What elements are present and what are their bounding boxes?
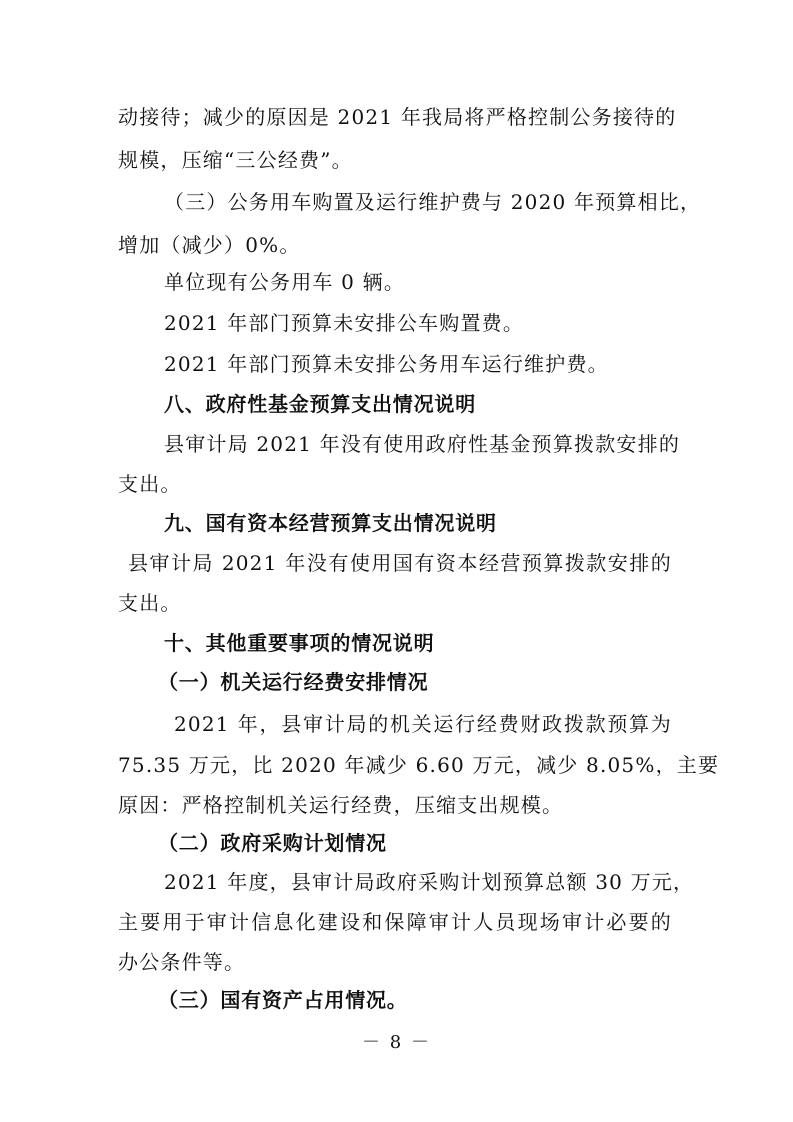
- body-line: 规模，压缩“三公经费”。: [118, 148, 353, 172]
- body-line: 单位现有公务用车 0 辆。: [164, 270, 406, 294]
- body-line: 2021 年部门预算未安排公务用车运行维护费。: [164, 352, 609, 376]
- section-heading: 十、其他重要事项的情况说明: [164, 631, 435, 655]
- body-line: 增加（减少）0%。: [118, 233, 301, 257]
- section-heading: 九、国有资本经营预算支出情况说明: [164, 511, 497, 535]
- body-line: 支出。: [118, 591, 182, 615]
- body-line: 办公条件等。: [118, 950, 246, 974]
- body-line: （三）公务用车购置及运行维护费与 2020 年预算相比，: [164, 190, 702, 214]
- subsection-heading: （一）机关运行经费安排情况: [158, 670, 429, 694]
- page-number: － 8 －: [362, 1032, 431, 1053]
- section-heading: 八、政府性基金预算支出情况说明: [164, 392, 476, 416]
- body-line: 县审计局 2021 年没有使用政府性基金预算拨款安排的: [164, 432, 681, 456]
- body-line: 2021 年部门预算未安排公车购置费。: [164, 311, 525, 335]
- body-line: 县审计局 2021 年没有使用国有资本经营预算拨款安排的: [128, 551, 672, 575]
- body-line: 主要用于审计信息化建设和保障审计人员现场审计必要的: [118, 910, 672, 934]
- body-line: 75.35 万元，比 2020 年减少 6.60 万元，减少 8.05%，主要: [118, 753, 720, 777]
- subsection-heading: （三）国有资产占用情况。: [158, 988, 408, 1012]
- body-line: 2021 年，县审计局的机关运行经费财政拨款预算为: [174, 712, 672, 736]
- body-line: 动接待；减少的原因是 2021 年我局将严格控制公务接待的: [118, 105, 677, 129]
- body-line: 支出。: [118, 472, 182, 496]
- body-line: 原因：严格控制机关运行经费，压缩支出规模。: [118, 793, 564, 817]
- subsection-heading: （二）政府采购计划情况: [158, 831, 387, 855]
- body-line: 2021 年度，县审计局政府采购计划预算总额 30 万元，: [164, 870, 695, 894]
